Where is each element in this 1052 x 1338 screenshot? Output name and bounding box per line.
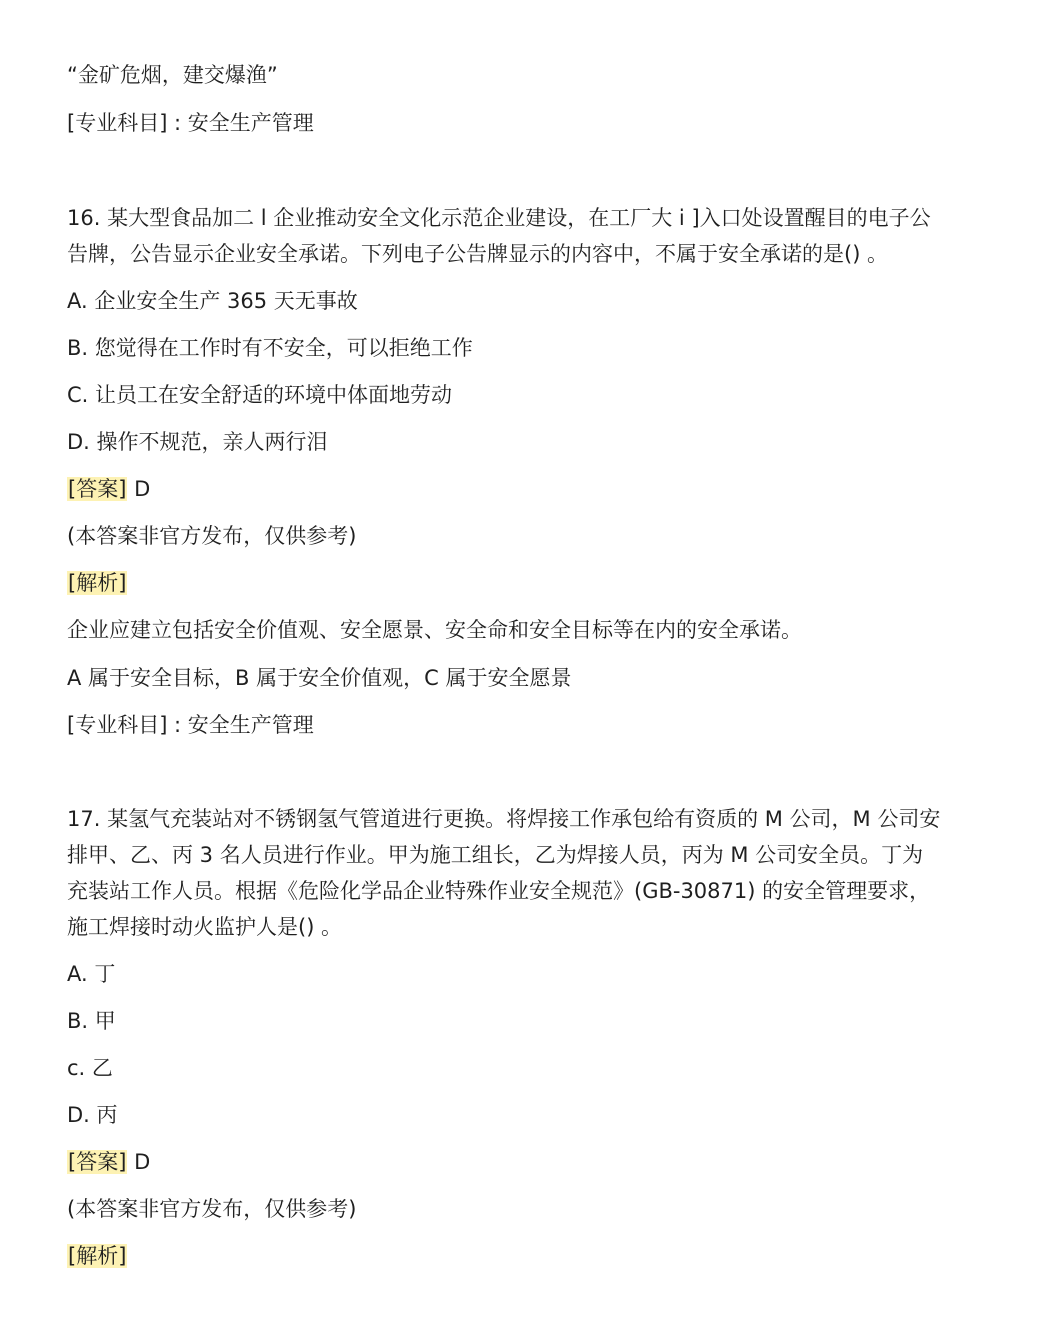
subject-line-top: [专业科目] : 安全生产管理	[67, 111, 314, 135]
q16-option-c: C. 让员工在安全舒适的环境中体面地劳动	[67, 383, 453, 407]
q16-option-a: A. 企业安全生产 365 天无事故	[67, 289, 358, 313]
q17-option-d: D. 丙	[67, 1103, 118, 1127]
q17-option-c: c. 乙	[67, 1056, 113, 1080]
q16-subject: [专业科目] : 安全生产管理	[67, 713, 314, 737]
q17-analysis-heading	[67, 1238, 992, 1274]
q17-answer-label: [答案]	[68, 1150, 127, 1174]
q17-answer-value: D	[127, 1150, 151, 1174]
q17-option-a: A. 丁	[67, 962, 116, 986]
q17-option-b: B. 甲	[67, 1009, 116, 1033]
q17-answer	[67, 1144, 992, 1180]
q16-analysis-label: [解析]	[68, 571, 127, 595]
q16-option-b: B. 您觉得在工作时有不安全，可以拒绝工作	[67, 336, 473, 360]
q17-stem-line-3: 充装站工作人员。根据《危险化学品企业特殊作业安全规范》(GB-30871) 的安全管理要求，	[67, 879, 931, 903]
q16-answer-label: [答案]	[68, 477, 127, 501]
mnemonic-quote: “金矿危烟，建交爆渔”	[67, 63, 278, 87]
q16-analysis-heading	[67, 565, 992, 601]
q17-stem-line-4: 施工焊接时动火监护人是() 。	[67, 915, 343, 939]
q17-analysis-label: [解析]	[68, 1244, 127, 1268]
q16-analysis-line-2: A 属于安全目标，B 属于安全价值观，C 属于安全愿景	[67, 666, 572, 690]
q16-stem-line-2: 告牌，公告显示企业安全承诺。下列电子公告牌显示的内容中，不属于安全承诺的是() 。	[67, 242, 889, 266]
q16-stem	[67, 200, 997, 272]
q16-option-d: D. 操作不规范，亲人两行泪	[67, 430, 328, 454]
q16-analysis-line-1: 企业应建立包括安全价值观、安全愿景、安全命和安全目标等在内的安全承诺。	[67, 618, 802, 642]
q16-note: (本答案非官方发布，仅供参考)	[67, 524, 357, 548]
q16-answer	[67, 471, 992, 507]
q16-answer-value: D	[127, 477, 151, 501]
q16-stem-line-1: 16. 某大型食品加二 l 企业推动安全文化示范企业建设，在工厂大 i ]入口处设置醒目的电子公	[67, 206, 931, 230]
q17-stem-line-1: 17. 某氢气充装站对不锈钢氢气管道进行更换。将焊接工作承包给有资质的 M 公司，M 公司安	[67, 807, 941, 831]
q17-note: (本答案非官方发布，仅供参考)	[67, 1197, 357, 1221]
q17-stem-line-2: 排甲、乙、丙 3 名人员进行作业。甲为施工组长，乙为焊接人员，丙为 M 公司安全员。丁为	[67, 843, 924, 867]
q17-stem	[67, 801, 997, 945]
